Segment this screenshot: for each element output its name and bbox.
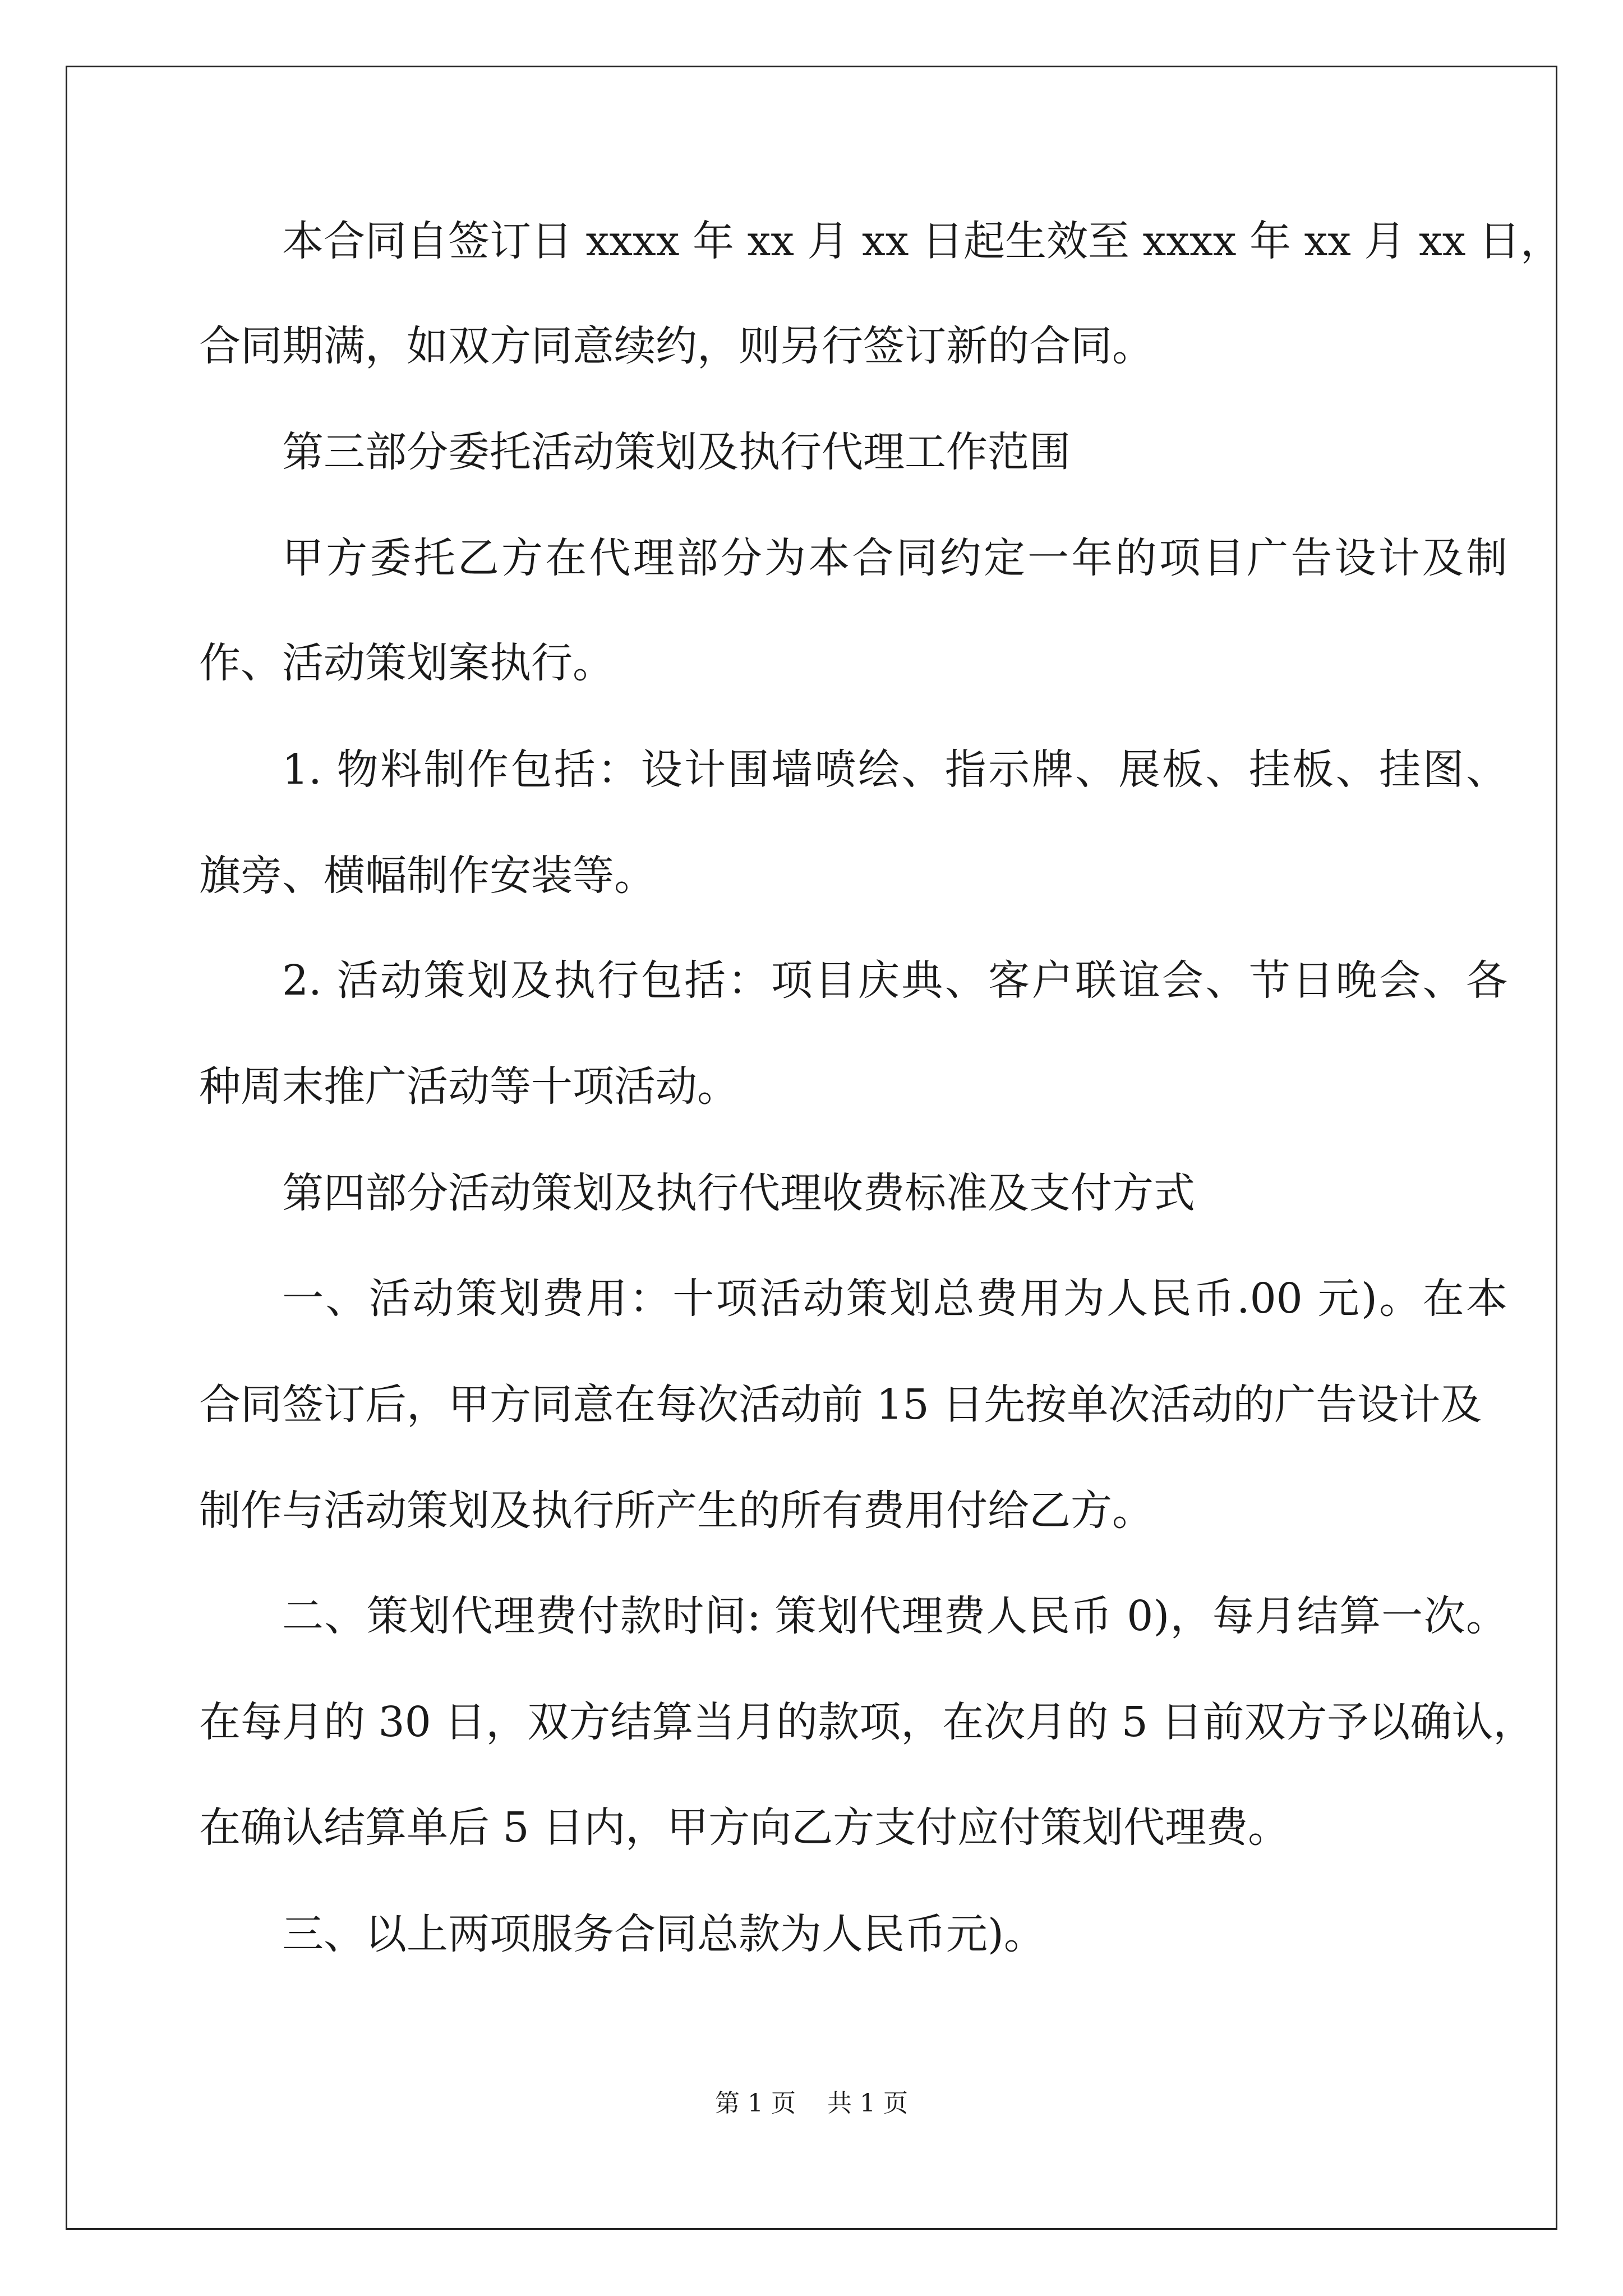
paragraph-line: 本合同自签订日 xxxx 年 xx 月 xx 日起生效至 xxxx 年 xx 月 xx 日， xyxy=(282,217,1562,265)
paragraph-line: 合同签订后，甲方同意在每次活动前 15 日先按单次活动的广告设计及 xyxy=(199,1381,1482,1429)
paragraph-line: 制作与活动策划及执行所产生的所有费用付给乙方。 xyxy=(199,1487,1154,1535)
paragraph-line: 作、活动策划案执行。 xyxy=(199,639,614,687)
page-footer xyxy=(0,2087,1623,2120)
paragraph-line: 在每月的 30 日，双方结算当月的款项，在次月的 5 日前双方予以确认， xyxy=(199,1698,1535,1746)
page-total: 共 1 页 xyxy=(827,2089,908,2118)
section-heading: 第四部分活动策划及执行代理收费标准及支付方式 xyxy=(282,1169,1195,1217)
list-item-line: 种周末推广活动等十项活动。 xyxy=(199,1062,739,1111)
list-item-line: 1. 物料制作包括：设计围墙喷绘、指示牌、展板、挂板、挂图、 xyxy=(282,746,1507,794)
paragraph-line: 三、以上两项服务合同总款为人民币元)。 xyxy=(282,1910,1045,1958)
paragraph-line: 甲方委托乙方在代理部分为本合同约定一年的项目广告设计及制 xyxy=(282,534,1507,582)
paragraph-line: 合同期满，如双方同意续约，则另行签订新的合同。 xyxy=(199,322,1154,370)
page-border xyxy=(66,66,1562,2230)
page-number: 第 1 页 xyxy=(715,2089,796,2118)
section-heading: 第三部分委托活动策划及执行代理工作范围 xyxy=(282,428,1071,476)
list-item-line: 2. 活动策划及执行包括：项目庆典、客户联谊会、节日晚会、各 xyxy=(282,956,1507,1005)
paragraph-line: 二、策划代理费付款时间: 策划代理费人民币 0)，每月结算一次。 xyxy=(282,1592,1507,1640)
paragraph-line: 一、活动策划费用：十项活动策划总费用为人民币.00 元)。在本 xyxy=(282,1274,1507,1323)
list-item-line: 旗旁、横幅制作安装等。 xyxy=(199,852,656,900)
paragraph-line: 在确认结算单后 5 日内，甲方向乙方支付应付策划代理费。 xyxy=(199,1803,1290,1852)
